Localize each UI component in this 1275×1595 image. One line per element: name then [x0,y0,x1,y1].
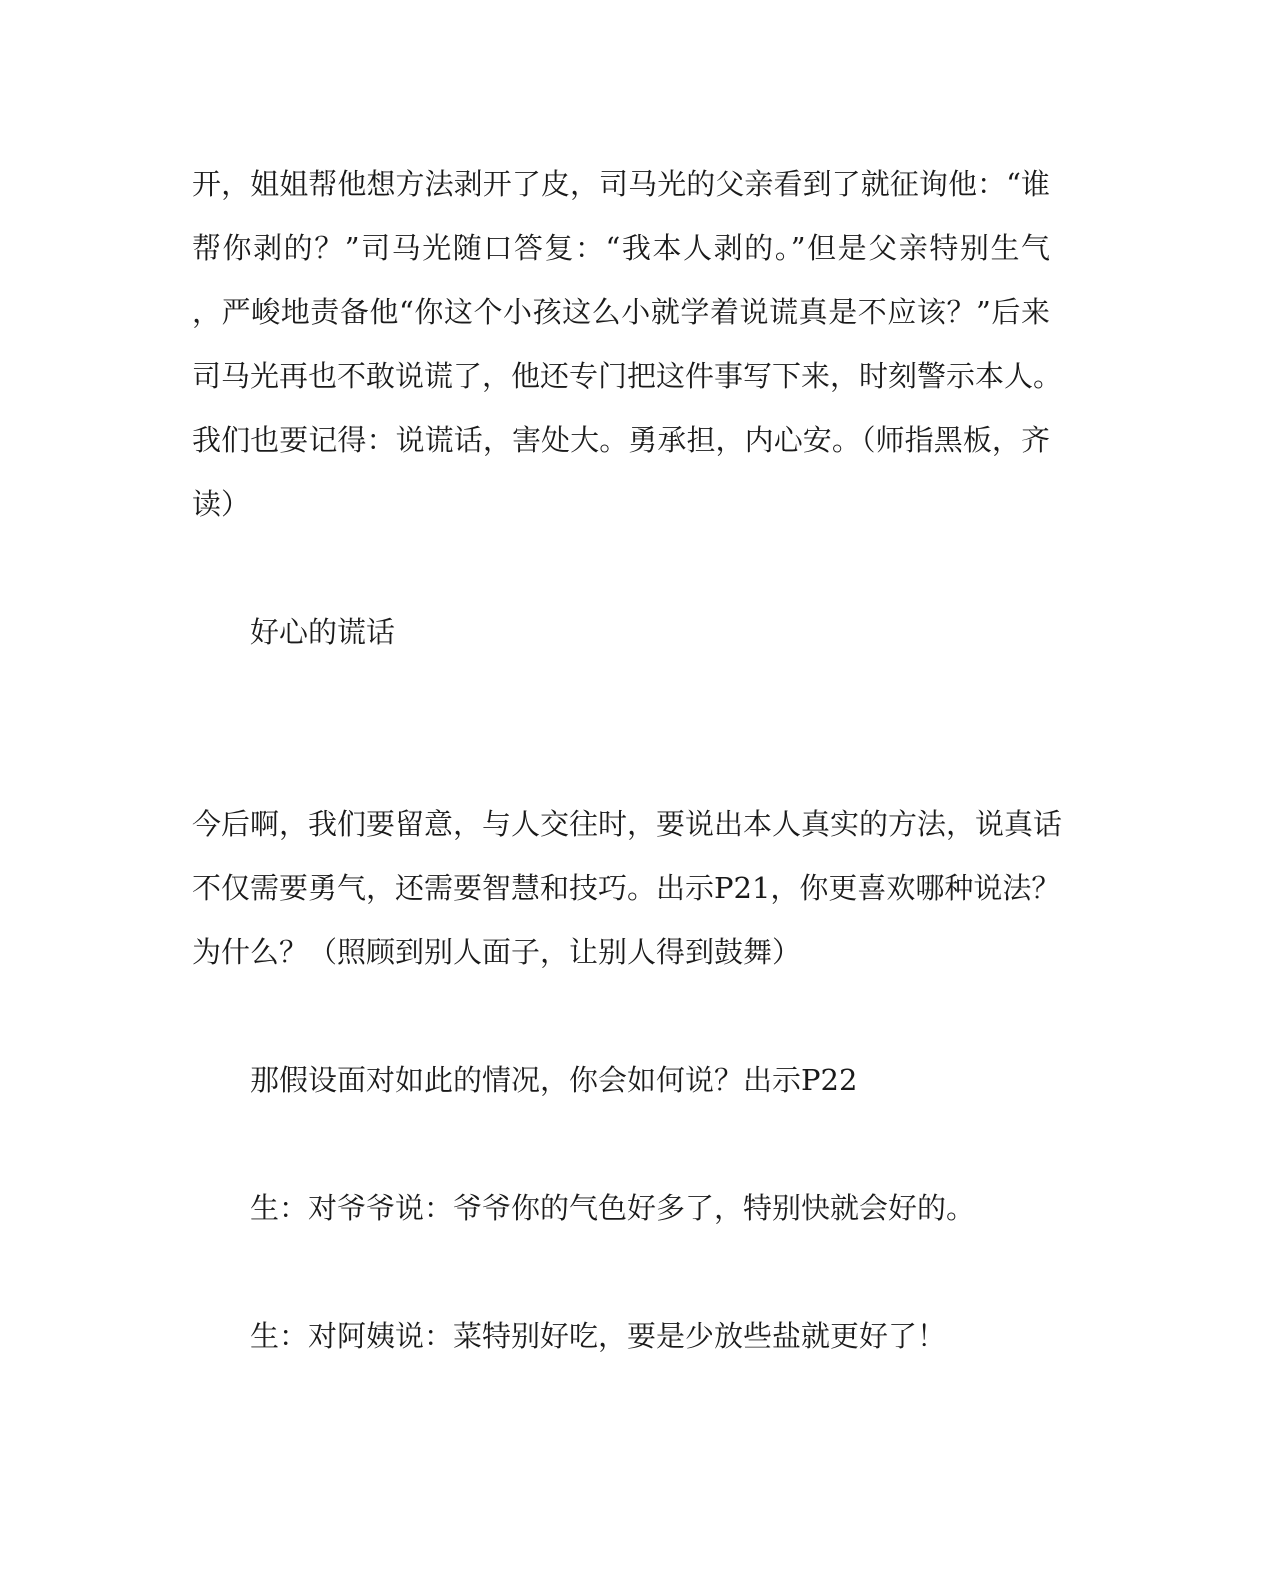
paragraph-line: 司马光再也不敢说谎了，他还专门把这件事写下来，时刻警示本人。 [192,359,1063,393]
paragraph-line: 我们也要记得：说谎话，害处大。勇承担，内心安。（师指黑板，齐 [192,423,1050,457]
section-heading: 好心的谎话 [250,615,396,649]
student-answer: 生：对爷爷说：爷爷你的气色好多了，特别快就会好的。 [250,1191,976,1225]
paragraph-line: 开，姐姐帮他想方法剥开了皮，司马光的父亲看到了就征询他：“谁 [192,167,1050,201]
paragraph-line: ，严峻地责备他“你这个小孩这么小就学着说谎真是不应该？”后来 [192,295,1050,329]
paragraph-line: 不仅需要勇气，还需要智慧和技巧。出示P21，你更喜欢哪种说法？ [192,871,1061,905]
paragraph-line: 帮你剥的？”司马光随口答复：“我本人剥的。”但是父亲特别生气 [192,231,1050,265]
paragraph-line: 为什么？（照顾到别人面子，让别人得到鼓舞） [192,935,802,969]
paragraph-line: 今后啊，我们要留意，与人交往时，要说出本人真实的方法，说真话 [192,807,1063,841]
question-text: 那假设面对如此的情况，你会如何说？出示P22 [250,1063,858,1097]
paragraph-line: 读） [192,487,251,521]
student-answer: 生：对阿姨说：菜特别好吃，要是少放些盐就更好了！ [250,1319,947,1353]
